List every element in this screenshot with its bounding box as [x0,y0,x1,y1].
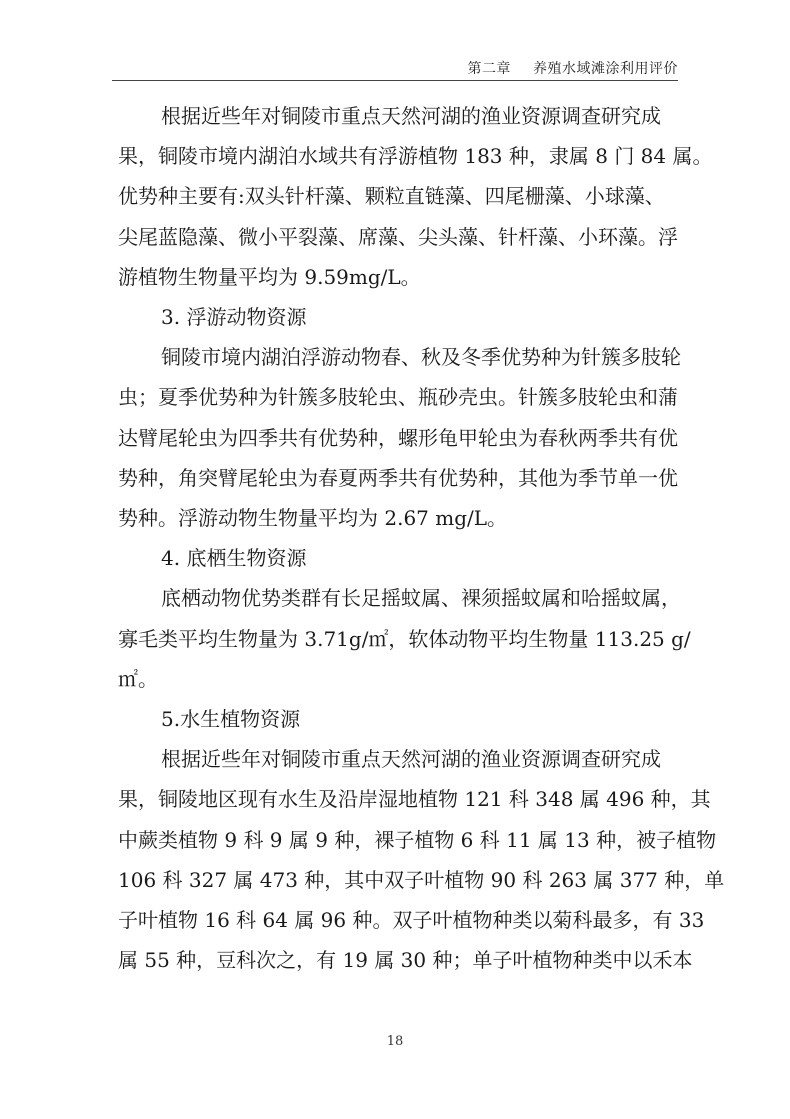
text-line: 优势种主要有:双头针杆藻、颗粒直链藻、四尾栅藻、小球藻、 [118,184,665,209]
text-line: 尖尾蓝隐藻、微小平裂藻、席藻、尖头藻、针杆藻、小环藻。浮 [118,224,678,249]
paragraph [118,739,725,980]
text-line: ㎡。 [118,666,158,691]
header-rule [112,80,678,81]
text-line: 106 科 327 属 473 种，其中双子叶植物 90 科 263 属 377 种，单 [118,867,725,892]
text-line: 子叶植物 16 科 64 属 96 种。双子叶植物种类以菊科最多，有 33 [118,908,705,933]
text-line: 属 55 种，豆科次之，有 19 属 30 种；单子叶植物种类中以禾本 [118,948,693,973]
text-line: 寡毛类平均生物量为 3.71g/㎡，软体动物平均生物量 113.25 g/ [118,626,691,651]
paragraph [118,337,681,538]
section-heading [118,699,673,739]
text-line: 势种。浮游动物生物量平均为 2.67 mg/L。 [118,506,508,531]
running-header [468,58,679,78]
text-line: 根据近些年对铜陵市重点天然河湖的渔业资源调查研究成 [161,104,661,128]
page-number: 18 [386,1034,404,1049]
text-line: 4. 底栖生物资源 [161,546,307,571]
header-title: 养殖水域滩涂利用评价 [533,61,678,77]
section-heading [118,297,673,337]
text-line: 游植物生物量平均为 9.59mg/L。 [118,264,421,289]
body-text [118,96,725,980]
header-chapter: 第二章 [467,61,511,77]
text-line: 势种，角突臂尾轮虫为春夏两季共有优势种，其他为季节单一优 [118,465,678,490]
text-line: 底栖动物优势类群有长足摇蚊属、裸须摇蚊属和哈摇蚊属， [161,586,681,611]
text-line: 达臂尾轮虫为四季共有优势种，螺形龟甲轮虫为春秋两季共有优 [118,425,678,450]
text-line: 3. 浮游动物资源 [161,305,307,330]
paragraph [118,578,691,699]
text-line: 铜陵市境内湖泊浮游动物春、秋及冬季优势种为针簇多肢轮 [161,345,681,370]
text-line: 虫；夏季优势种为针簇多肢轮虫、瓶砂壳虫。针簇多肢轮虫和蒲 [118,385,678,410]
text-line: 果，铜陵地区现有水生及沿岸湿地植物 121 科 348 属 496 种，其 [118,787,711,812]
text-line: 根据近些年对铜陵市重点天然河湖的渔业资源调查研究成 [161,747,661,772]
text-line: 果，铜陵市境内湖泊水域共有浮游植物 183 种，隶属 8 门 84 属。 [118,144,713,169]
section-heading [118,538,673,578]
text-line: 中蕨类植物 9 科 9 属 9 种，裸子植物 6 科 11 属 13 种，被子植物 [118,827,717,852]
text-line: 5.水生植物资源 [161,707,301,732]
paragraph [118,96,713,297]
